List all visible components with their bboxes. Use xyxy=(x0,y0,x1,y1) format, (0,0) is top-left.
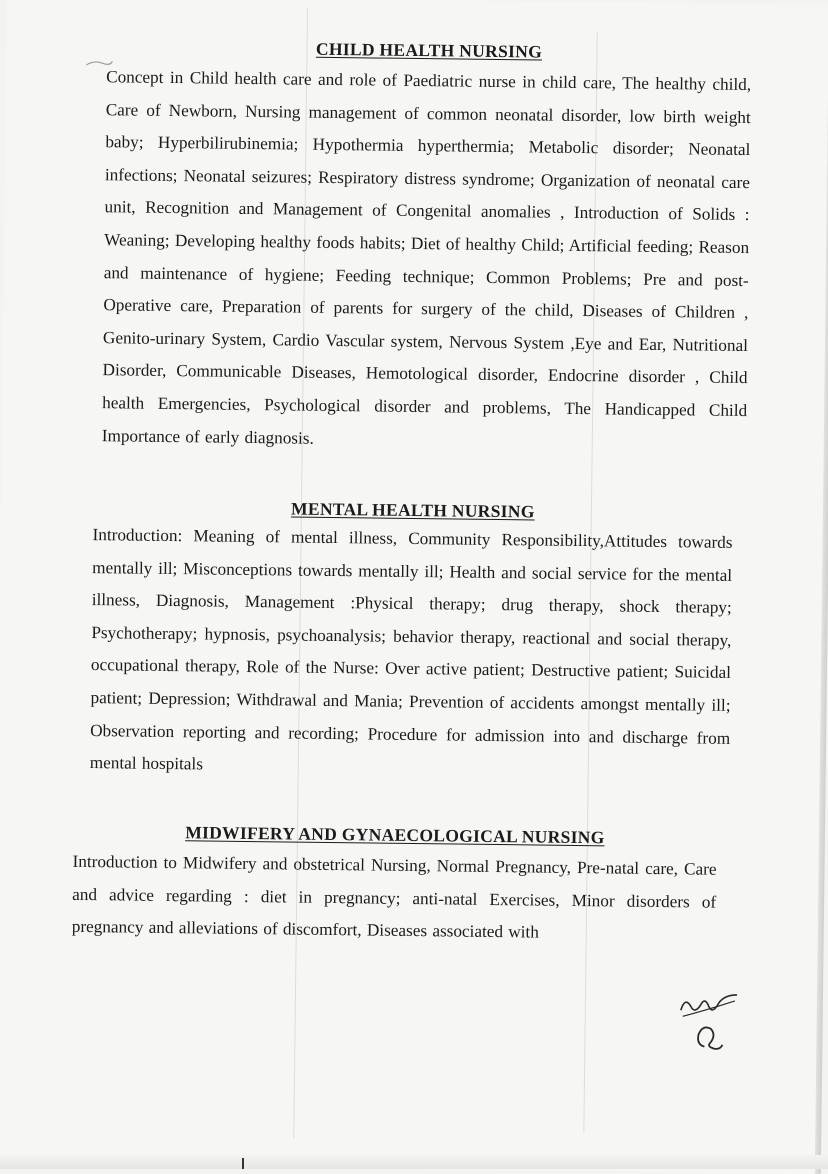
binding-mark xyxy=(242,1158,244,1169)
section-heading: MIDWIFERY AND GYNAECOLOGICAL NURSING xyxy=(185,822,605,848)
section-child-health-nursing xyxy=(102,36,752,460)
section-body: Introduction: Meaning of mental illness, Community Responsibility,Attitudes towards mentally ill; Misconceptions towards mentally ill; Health and social service for the mental illness, Diagnosis, Management :Physical therapy; drug therapy, shock therapy; Psychotherapy; hypnosis, psychoanalysis; behavior therapy, reactional and social therapy, occupational therapy, Role of the Nurse: Over active patient; Destructive patient; Suicidal patient; Depression; Withdrawal and Mania; Prevention of accidents amongst mentally ill; Observation reporting and recording; Procedure for admission into and discharge from mental hospitals xyxy=(89,525,733,774)
section-body: Concept in Child health care and role of Paediatric nurse in child care, The healthy child, Care of Newborn, Nursing management of common neonatal disorder, low birth weight baby; Hyperbilirubinemia; Hypothermia hyperthermia; Metabolic disorder; Neonatal infections; Neonatal seizures; Respiratory distress syndrome; Organization of neonatal care unit, Recognition and Management of Congenital anomalies , Introduction of Solids : Weaning; Developing healthy foods habits; Diet of healthy Child; Artificial feeding; Reason and maintenance of hygiene; Feeding technique; Common Problems; Pre and post-Operative care, Preparation of parents for surgery of the child, Diseases of Children , Genito-urinary System, Cardio Vascular system, Nervous System ,Eye and Ear, Nutritional Disorder, Communicable Diseases, Hemotological disorder, Endocrine disorder , Child health Emergencies, Psychological disorder and problems, The Handicapped Child Importance of early diagnosis. xyxy=(101,67,752,448)
handwritten-signature-icon xyxy=(674,988,745,1059)
section-midwifery-gynaecological-nursing xyxy=(72,821,717,952)
page-bottom-shadow xyxy=(0,1155,828,1169)
page-edge xyxy=(815,5,828,1174)
section-heading: MENTAL HEALTH NURSING xyxy=(290,498,535,522)
section-body: Introduction to Midwifery and obstetrical Nursing, Normal Pregnancy, Pre-natal care, Care and advice regarding : diet in pregnancy; anti-natal Exercises, Minor disorders of pregnancy and alleviations of discomfort, Diseases associated with xyxy=(71,851,717,942)
section-mental-health-nursing xyxy=(90,496,733,788)
section-heading: CHILD HEALTH NURSING xyxy=(315,38,543,62)
